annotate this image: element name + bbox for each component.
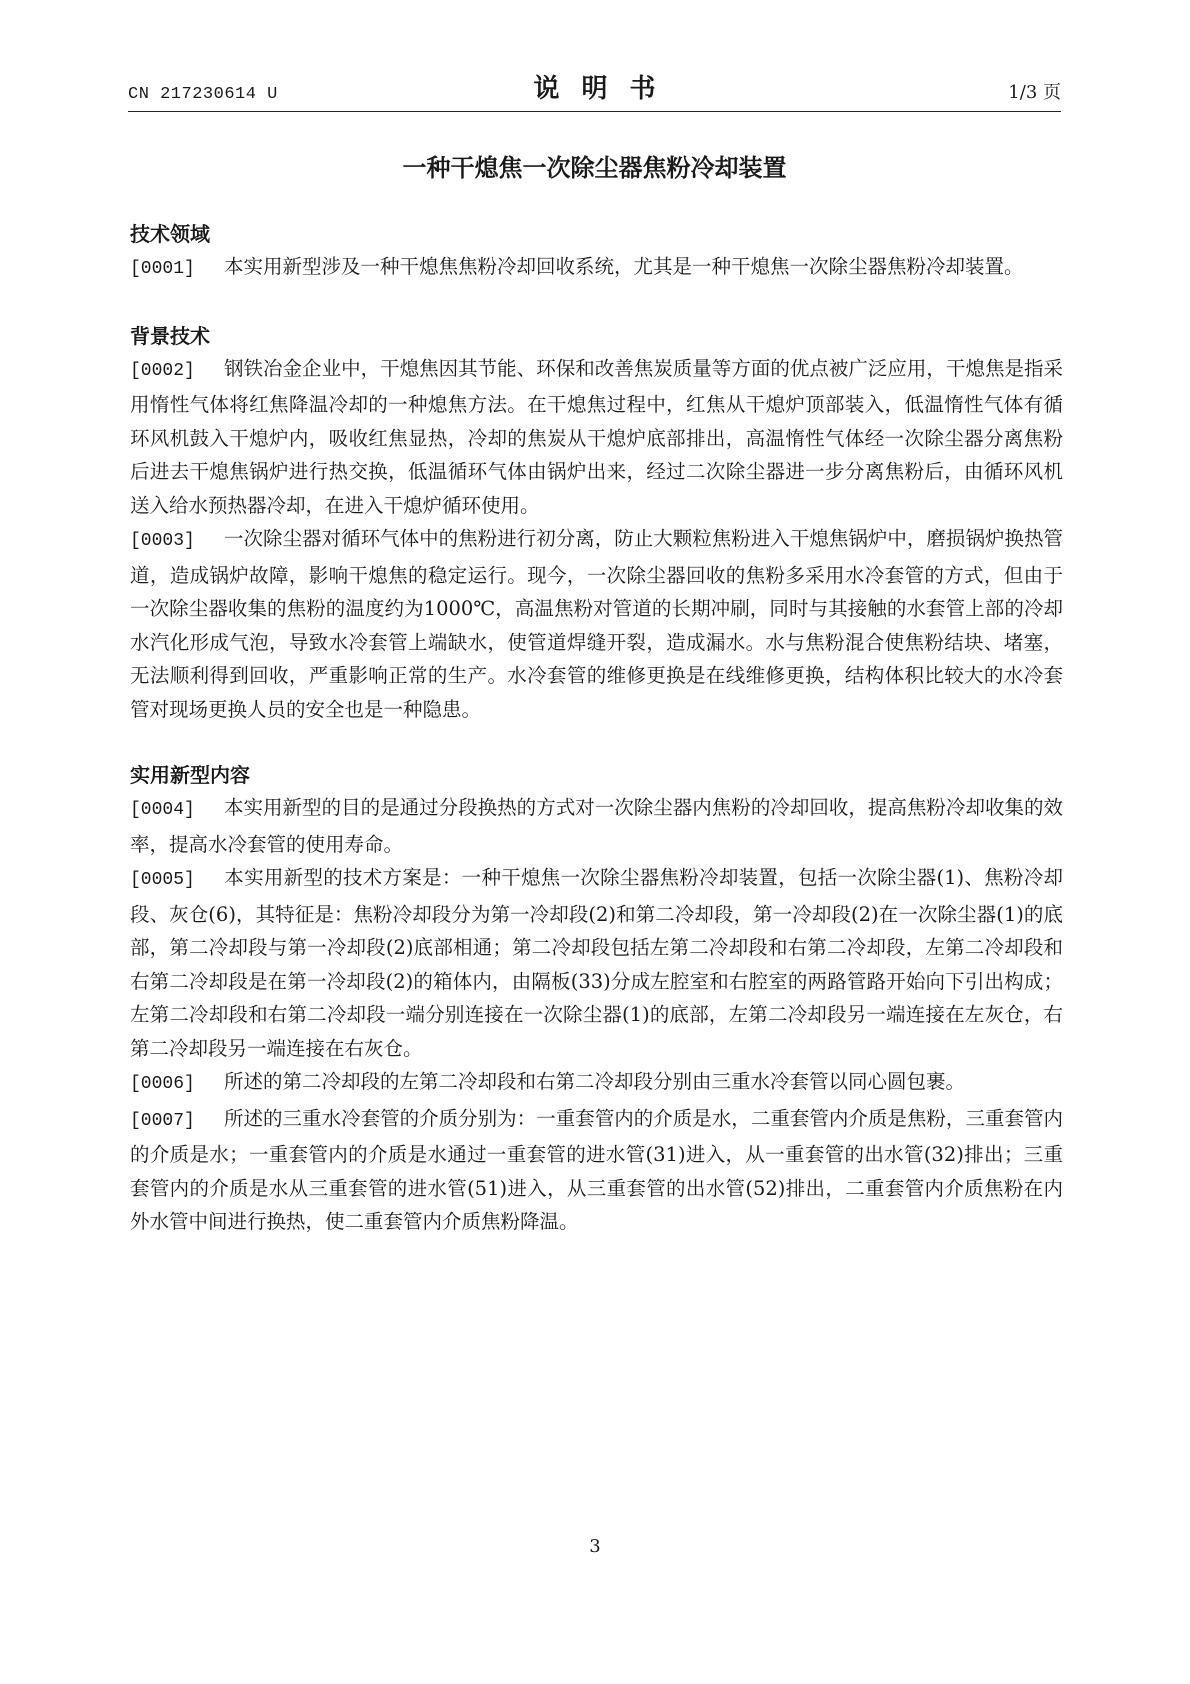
paragraph [130,1102,1063,1239]
paragraph [130,791,1063,861]
document-type: 说明书 [533,74,678,104]
paragraph [130,1065,1063,1102]
paragraph-number: [0005] [130,870,195,890]
paragraph-number: [0003] [130,531,195,551]
paragraph-number: [0006] [130,1074,195,1094]
patent-number: CN 217230614 U [128,85,278,104]
paragraph-number: [0007] [130,1110,195,1131]
paragraph-text: 本实用新型涉及一种干熄焦焦粉冷却回收系统，尤其是一种干熄焦一次除尘器焦粉冷却装置。 [224,255,1024,278]
document-title: 一种干熄焦一次除尘器焦粉冷却装置 [402,154,787,182]
paragraph-text: 钢铁冶金企业中，干熄焦因其节能、环保和改善焦炭质量等方面的优点被广泛应用，干熄焦是指采用惰性气体将红焦降温冷却的一种熄焦方法。在干熄焦过程中，红焦从干熄炉顶部装入，低温惰性气体有循环风机鼓入干熄炉内，吸收红焦显热，冷却的焦炭从干熄炉底部排出，高温惰性气体经一次除尘器分离焦粉后进去干熄焦锅炉进行热交换，低温循环气体由锅炉出来，经过二次除尘器进一步分离焦粉后，由循环风机送入给水预热器冷却，在进入干熄炉循环使用。 [130,356,1063,517]
page-info: 1/3 页 [1008,82,1061,103]
paragraph-text: 所述的第二冷却段的左第二冷却段和右第二冷却段分别由三重水冷套管以同心圆包裹。 [224,1070,966,1093]
paragraph-number: [0002] [130,360,195,381]
paragraph-text: 本实用新型的技术方案是：一种干熄焦一次除尘器焦粉冷却装置，包括一次除尘器(1)、焦粉冷却段、灰仓(6)，其特征是：焦粉冷却段分为第一冷却段(2)和第二冷却段，第一冷却段(2)在一次除尘器(1)的底部，第二冷却段与第一冷却段(2)底部相通；第二冷却段包括左第二冷却段和右第二冷却段，左第二冷却段和右第二冷却段是在第一冷却段(2)的箱体内，由隔板(33)分成左腔室和右腔室的两路管路开始向下引出构成；左第二冷却段和右第二冷却段一端分别连接在一次除尘器(1)的底部，左第二冷却段另一端连接在左灰仓，右第二冷却段另一端连接在右灰仓。 [130,866,1063,1060]
paragraph-text: 本实用新型的目的是通过分段换热的方式对一次除尘器内焦粉的冷却回收，提高焦粉冷却收集的效率，提高水冷套管的使用寿命。 [130,796,1063,856]
section-title: 实用新型内容 [130,763,250,787]
paragraph-number: [0001] [130,259,195,279]
paragraph-number: [0004] [130,800,195,820]
paragraph-text: 所述的三重水冷套管的介质分别为：一重套管内的介质是水，二重套管内介质是焦粉，三重套管内的介质是水；一重套管内的介质是水通过一重套管的进水管(31)进入，从一重套管的出水管(32)排出；三重套管内的介质是水从三重套管的进水管(51)进入，从三重套管的出水管(52)排出，二重套管内介质焦粉在内外水管中间进行换热，使二重套管内介质焦粉降温。 [130,1106,1063,1233]
paragraph [130,522,1063,726]
paragraph [130,861,1063,1065]
document-body [130,218,1063,1239]
section-title: 技术领域 [130,222,210,246]
header-divider [128,111,1061,112]
section-title: 背景技术 [130,323,210,348]
page-header [128,68,1061,112]
paragraph [130,352,1063,523]
paragraph [130,250,1063,287]
page-number: 3 [589,1536,601,1557]
paragraph-text: 一次除尘器对循环气体中的焦粉进行初分离，防止大颗粒焦粉进入干熄焦锅炉中，磨损锅炉换热管道，造成锅炉故障，影响干熄焦的稳定运行。现今，一次除尘器回收的焦粉多采用水冷套管的方式，但由于一次除尘器收集的焦粉的温度约为1000℃，高温焦粉对管道的长期冲刷，同时与其接触的水套管上部的冷却水汽化形成气泡，导致水冷套管上端缺水，使管道焊缝开裂，造成漏水。水与焦粉混合使焦粉结块、堵塞，无法顺利得到回收，严重影响正常的生产。水冷套管的维修更换是在线维修更换，结构体积比较大的水冷套管对现场更换人员的安全也是一种隐患。 [130,527,1063,721]
